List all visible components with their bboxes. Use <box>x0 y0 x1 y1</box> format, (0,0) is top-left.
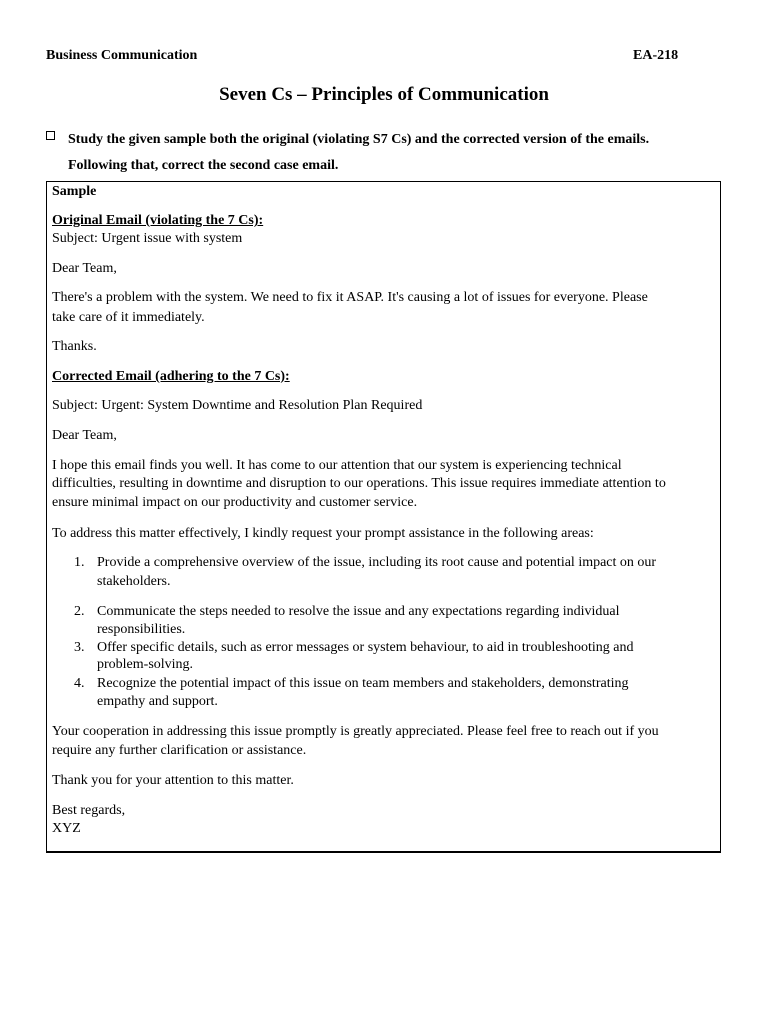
instruction-text <box>68 127 728 179</box>
list-item-4-line-1: Recognize the potential impact of this issue on team members and stakeholders, demonstrating <box>97 676 629 691</box>
signature: XYZ <box>52 821 81 836</box>
corrected-intro-line-2: difficulties, resulting in downtime and disruption to our operations. This issue requires immediate attention to <box>52 476 666 491</box>
page-title: Seven Cs – Principles of Communication <box>219 84 549 105</box>
square-bullet-icon <box>46 131 55 140</box>
instruction-line-2: Following that, correct the second case email. <box>68 158 339 173</box>
cooperation-line-1: Your cooperation in addressing this issue promptly is greatly appreciated. Please feel free to reach out if you <box>52 724 659 739</box>
corrected-intro-line-1: I hope this email finds you well. It has come to our attention that our system is experiencing technical <box>52 458 622 473</box>
list-item-1-line-2: stakeholders. <box>97 574 171 589</box>
list-number: 2. <box>74 604 85 619</box>
list-item-1-line-1: Provide a comprehensive overview of the issue, including its root cause and potential impact on our <box>97 555 657 570</box>
list-number: 3. <box>74 640 85 655</box>
corrected-email-heading: Corrected Email (adhering to the 7 Cs): <box>52 369 290 384</box>
signoff: Best regards, <box>52 803 126 818</box>
list-number: 4. <box>74 676 85 691</box>
corrected-subject: Subject: Urgent: System Downtime and Resolution Plan Required <box>52 398 423 413</box>
corrected-greeting: Dear Team, <box>52 428 117 443</box>
instruction-line-1: Study the given sample both the original (violating S7 Cs) and the corrected version of the emails. <box>68 132 650 147</box>
original-closing: Thanks. <box>52 339 97 354</box>
original-email-heading: Original Email (violating the 7 Cs): <box>52 213 264 228</box>
original-body-line-1: There's a problem with the system. We need to fix it ASAP. It's causing a lot of issues for everyone. Please <box>52 290 648 305</box>
course-name: Business Communication <box>46 48 198 63</box>
original-subject: Subject: Urgent issue with system <box>52 231 243 246</box>
list-item-2-line-2: responsibilities. <box>97 622 186 637</box>
list-number: 1. <box>74 555 85 570</box>
list-item-3-line-2: problem-solving. <box>97 657 194 672</box>
original-greeting: Dear Team, <box>52 261 117 276</box>
corrected-intro-line-3: ensure minimal impact on our productivity and customer service. <box>52 495 418 510</box>
original-body-line-2: take care of it immediately. <box>52 310 205 325</box>
list-item-4-line-2: empathy and support. <box>97 694 218 709</box>
list-item-2-line-1: Communicate the steps needed to resolve the issue and any expectations regarding individual <box>97 604 620 619</box>
corrected-request: To address this matter effectively, I kindly request your prompt assistance in the following areas: <box>52 526 594 541</box>
cooperation-line-2: require any further clarification or assistance. <box>52 743 307 758</box>
thank-you-line: Thank you for your attention to this matter. <box>52 773 294 788</box>
list-item-3-line-1: Offer specific details, such as error messages or system behaviour, to aid in troubleshooting and <box>97 640 634 655</box>
sample-heading: Sample <box>52 184 97 199</box>
course-code: EA-218 <box>633 48 679 63</box>
